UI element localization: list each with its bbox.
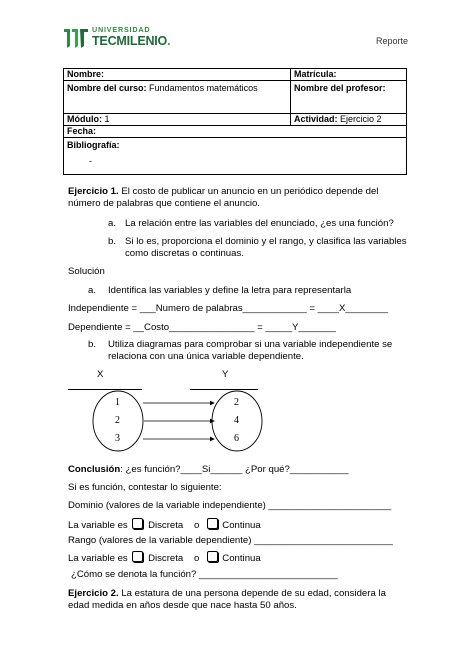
range-value: 4: [234, 415, 239, 426]
question-a-text: La relación entre las variables del enunciado, ¿es una función?: [125, 218, 394, 229]
exercise2-prompt-line2: edad medida en años desde que nace hasta 50 años.: [68, 600, 297, 611]
question-b-text-line2: como discretas o continuas.: [125, 248, 244, 259]
logo-name-text: TECMILENIO.: [92, 34, 171, 48]
mapping-diagram: [80, 390, 270, 460]
bibliografia-cell: Bibliografía: -: [64, 138, 407, 175]
logo-university-text: UNIVERSIDAD: [92, 25, 151, 34]
question-a-marker: a.: [108, 218, 117, 229]
document-type-label: Reporte: [376, 36, 409, 46]
conclusion-line: Conclusión: ¿es función?____Si______ ¿Por qué?___________: [68, 464, 349, 475]
matricula-cell: Matrícula:: [291, 69, 407, 81]
domain-value: 2: [115, 415, 120, 426]
university-logo: [62, 24, 182, 50]
variable-type-row-1: La variable es Discreta o Continua: [68, 520, 261, 531]
step-a-text: Identifica las variables y define la letra para representarla: [108, 285, 352, 296]
denota-line: ¿Cómo se denota la función? __________________________: [71, 569, 338, 580]
question-b-text: Si lo es, proporciona el dominio y el rango, y clasifica las variables: [125, 236, 407, 247]
step-b-marker: b.: [88, 339, 97, 350]
step-a-marker: a.: [88, 285, 97, 296]
domain-value: 1: [115, 397, 120, 408]
step-b-text: Utiliza diagramas para comprobar si una variable independiente se: [108, 339, 393, 350]
question-b-marker: b.: [108, 236, 117, 247]
modulo-cell: Módulo: 1: [64, 114, 291, 126]
continua-checkbox[interactable]: [207, 551, 218, 562]
curso-cell: Nombre del curso: Fundamentos matemáticos: [64, 81, 291, 114]
actividad-cell: Actividad: Ejercicio 2: [291, 114, 407, 126]
student-info-table: [63, 68, 407, 175]
exercise1-prompt: Ejercicio 1. El costo de publicar un anuncio en un periódico depende del: [68, 186, 379, 197]
continua-checkbox[interactable]: [207, 518, 218, 529]
independiente-line: Independiente = ___Numero de palabras____________ = ____X________: [68, 303, 389, 314]
exercise2-prompt: Ejercicio 2. La estatura de una persona depende de su edad, considera la: [68, 588, 386, 599]
tecmilenio-logo-icon: [62, 24, 90, 50]
rango-line: Rango (valores de la variable dependiente) __________________________: [68, 535, 393, 546]
exercise1-prompt-line2: número de palabras que contiene el anuncio.: [68, 198, 261, 209]
dominio-line: Dominio (valores de la variable independiente) _______________________: [68, 500, 392, 511]
dependiente-line: Dependiente = __Costo________________ = _____Y_______: [68, 322, 336, 333]
range-value: 6: [234, 433, 239, 444]
discreta-checkbox[interactable]: [132, 518, 143, 529]
variable-type-row-2: La variable es Discreta o Continua: [68, 553, 261, 564]
if-function-instruction: Si es función, contestar lo siguiente:: [68, 482, 222, 493]
step-b-text-line2: relaciona con una única variable dependiente.: [108, 351, 304, 362]
domain-set-label: X: [97, 369, 104, 380]
range-set-label: Y: [222, 369, 229, 380]
nombre-cell: Nombre:: [64, 69, 291, 81]
profesor-cell: Nombre del profesor:: [291, 81, 407, 114]
solution-title: Solución: [68, 266, 105, 277]
domain-value: 3: [115, 433, 120, 444]
range-value: 2: [234, 397, 239, 408]
discreta-checkbox[interactable]: [132, 551, 143, 562]
fecha-cell: Fecha:: [64, 126, 407, 138]
